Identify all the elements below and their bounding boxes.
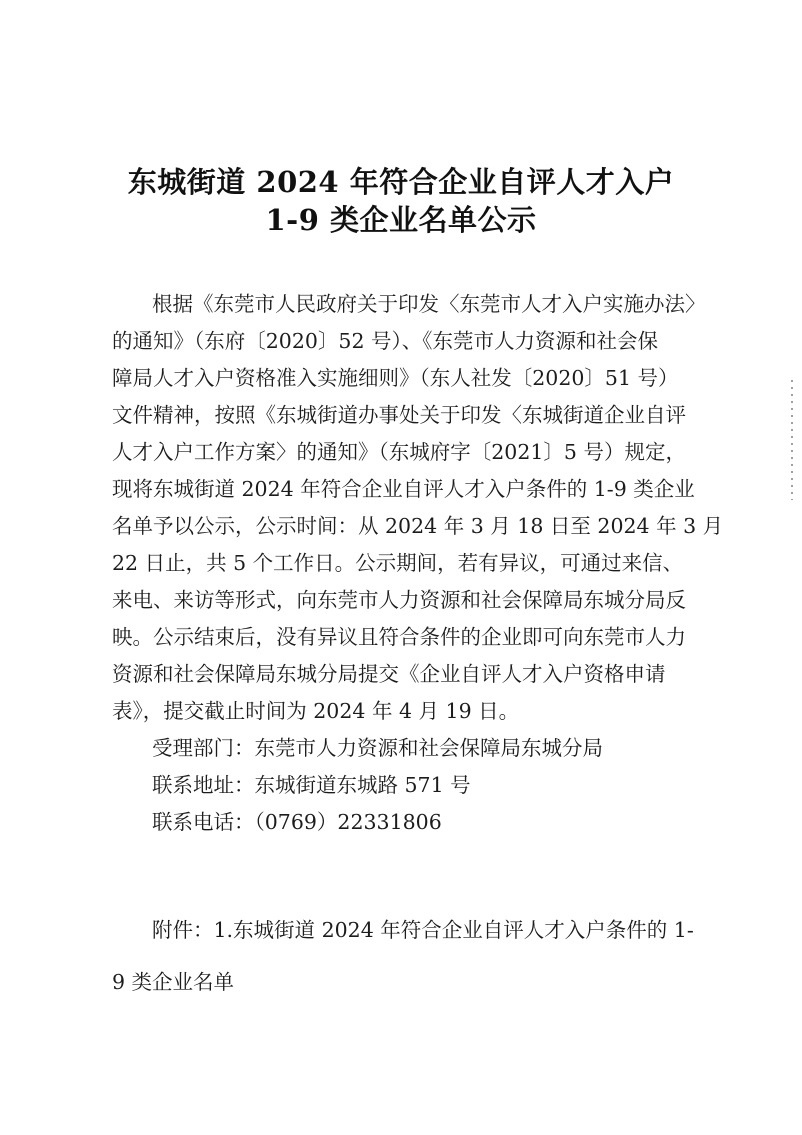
address-row bbox=[152, 767, 471, 804]
address-value: 东城街道东城路 571 号 bbox=[254, 773, 471, 797]
document-title-line-1: 东城街道 2024 年符合企业自评人才入户 bbox=[127, 165, 675, 199]
body-line-3: 障局人才入户资格准入实施细则》（东人社发〔2020〕51 号） bbox=[112, 366, 679, 390]
body-line-1: 根据《东莞市人民政府关于印发〈东莞市人才入户实施办法〉 bbox=[152, 292, 706, 316]
body-line-6: 现将东城街道 2024 年符合企业自评人才入户条件的 1-9 类企业 bbox=[112, 477, 695, 501]
address-label: 联系地址： bbox=[152, 773, 255, 797]
document-title-line-2: 1-9 类企业名单公示 bbox=[265, 203, 537, 237]
body-line-12: 表》，提交截止时间为 2024 年 4 月 19 日。 bbox=[112, 699, 520, 723]
body-line-4: 文件精神，按照《东城街道办事处关于印发〈东城街道企业自评 bbox=[112, 403, 686, 427]
department-label: 受理部门： bbox=[152, 736, 255, 760]
scan-edge-mark bbox=[791, 380, 793, 500]
body-line-10: 映。公示结束后，没有异议且符合条件的企业即可向东莞市人力 bbox=[112, 625, 686, 649]
body-line-11: 资源和社会保障局东城分局提交《企业自评人才入户资格申请 bbox=[112, 662, 666, 686]
body-line-5: 人才入户工作方案〉的通知》（东城府字〔2021〕5 号）规定， bbox=[112, 440, 686, 464]
phone-value: （0769）22331806 bbox=[254, 810, 442, 834]
body-line-9: 来电、来访等形式，向东莞市人力资源和社会保障局东城分局反 bbox=[112, 588, 686, 612]
attachment-line-1: 附件：1.东城街道 2024 年符合企业自评人才入户条件的 1- bbox=[152, 918, 694, 942]
department-row bbox=[152, 730, 603, 767]
attachment-line-2: 9 类企业名单 bbox=[112, 970, 235, 994]
body-line-2: 的通知》（东府〔2020〕52 号）、《东莞市人力资源和社会保 bbox=[112, 329, 659, 353]
body-line-8: 22 日止，共 5 个工作日。公示期间，若有异议，可通过来信、 bbox=[112, 551, 684, 575]
phone-row bbox=[152, 804, 442, 841]
phone-label: 联系电话： bbox=[152, 810, 255, 834]
department-value: 东莞市人力资源和社会保障局东城分局 bbox=[254, 736, 603, 760]
body-line-7: 名单予以公示，公示时间：从 2024 年 3 月 18 日至 2024 年 3 月 bbox=[112, 514, 724, 538]
